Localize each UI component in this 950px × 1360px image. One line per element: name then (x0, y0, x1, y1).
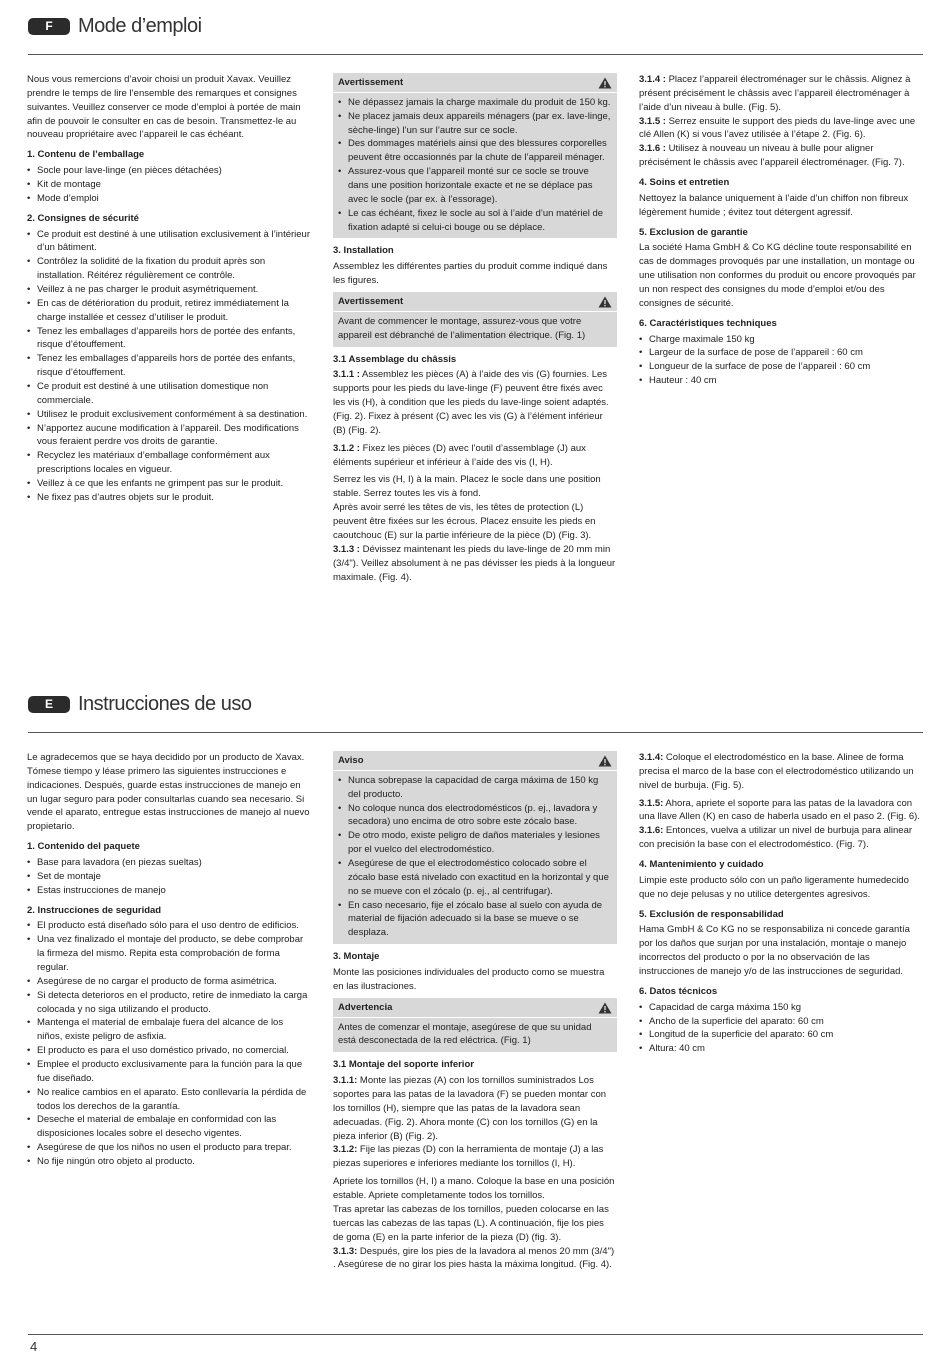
list-item: • Longueur de la surface de pose de l’appareil : 60 cm (639, 360, 925, 374)
column-2 (333, 751, 617, 1276)
step-3-1-5 (639, 797, 925, 825)
heading-assembly: 3.1 Montaje del soporte inferior (333, 1059, 474, 1071)
list-item: • En caso necesario, fije el zócalo base al suelo con ayuda de material de fijación adecuado si la base se mueve o se desplaza. (338, 899, 612, 941)
list-item: • Charge maximale 150 kg (639, 333, 925, 347)
step-number: 3.1.1: (333, 1075, 358, 1087)
warning-box (333, 292, 617, 347)
step-3-1-1 (333, 368, 617, 437)
list-item: • Ne placez jamais deux appareils ménagers (par ex. lave-linge, sèche-linge) l’un sur l’autre sur ce socle. (338, 110, 612, 138)
header-divider (28, 54, 923, 55)
step-3-1-1 (333, 1074, 617, 1143)
warning-header (333, 295, 617, 312)
list-item: • Capacidad de carga máxima 150 kg (639, 1001, 925, 1015)
list-item: • Mode d’emploi (27, 192, 310, 206)
column-2 (333, 73, 617, 588)
warning-box (333, 751, 617, 944)
warranty-text: Hama GmbH & Co KG no se responsabiliza ni concede garantía por los daños que surjan por una instalación, montaje o manejo incorrectos del producto o por la no observación de las instrucciones de manejo y/o de las instrucciones de seguridad. (639, 924, 910, 978)
step-3-1-3 (333, 1245, 617, 1273)
warning-triangle-icon (598, 755, 612, 767)
section-french (0, 0, 950, 660)
step-3-1-2 (333, 1143, 617, 1171)
step-number: 3.1.2 : (333, 442, 360, 454)
step-number: 3.1.4: (639, 752, 664, 763)
step-3-1-2 (333, 442, 617, 470)
warning-list (338, 96, 612, 235)
column-1 (27, 751, 310, 1173)
list-item: • No coloque nunca dos electrodomésticos (p. ej., lavadora y secadora) uno encima de otro sobre este zócalo base. (338, 802, 612, 830)
section-title: Mode d’emploi (78, 15, 202, 37)
heading-care: 4. Soins et entretien (639, 177, 730, 189)
step-text: Dévissez maintenant les pieds du lave-linge de 20 mm min (3/4"). Veillez absolument à ne pas dévisser les pieds à la longueur maximale. (Fig. 4). (333, 543, 616, 583)
header-divider (28, 732, 923, 733)
page-number: 4 (30, 1339, 38, 1354)
warning-triangle-icon (598, 77, 612, 89)
heading-installation: 3. Montaje (333, 951, 380, 963)
column-3 (639, 73, 925, 392)
step-number: 3.1.3 : (333, 543, 360, 555)
contents-list (27, 856, 310, 898)
step-text: Fije las piezas (D) con la herramienta de montaje (J) a las piezas superiores e inferiores mediante los tornillos (I, H). (333, 1144, 604, 1170)
list-item: • Asegúrese de que los niños no usen el producto para trepar. (27, 1141, 310, 1155)
list-item: • Assurez-vous que l’appareil monté sur ce socle se trouve dans une position horizontale exacte et ne se déplace pas avec le socle (par ex. à l’essorage). (338, 165, 612, 207)
list-item: • Asegúrese de que el electrodoméstico colocado sobre el zócalo base está nivelado con exactitud en la horizontal y que no se mueve con el zócalo (p. ej., al centrifugar). (338, 857, 612, 899)
warning-triangle-icon (598, 296, 612, 308)
step-number: 3.1.3: (333, 1245, 358, 1257)
care-text: Limpie este producto sólo con un paño ligeramente humedecido que no deje pelusas y no utilice detergentes agresivos. (639, 874, 909, 900)
caps-text: Tras apretar las cabezas de los tornillos, pueden colocarse en las tuercas las cabezas de las tapas (L). A continuación, fije los pies de goma (E) en la parte inferior de la pieza (D) (fig. 3). (333, 1203, 609, 1243)
step-3-1-3 (333, 543, 617, 585)
section-header (28, 690, 251, 719)
warning-text: Antes de comenzar el montaje, asegúrese de que su unidad está desconectada de la red eléctrica. (Fig. 1) (338, 1021, 592, 1047)
list-item: • Longitud de la superficie del aparato: 60 cm (639, 1028, 925, 1042)
heading-assembly: 3.1 Assemblage du châssis (333, 353, 457, 365)
step-3-1-6 (639, 142, 925, 170)
warning-title: Avertissement (338, 296, 404, 308)
step-text: Fixez les pièces (D) avec l’outil d’assemblage (J) aux éléments supérieur et inférieur à l’aide des vis (I, H). (333, 442, 586, 468)
step-3-1-6 (639, 824, 925, 852)
warning-list (338, 774, 612, 940)
step-text: Monte las piezas (A) con los tornillos suministrados Los soportes para las patas de la lavadora (F) se pueden montar con los tornillos (H), siempre que las patas de la lavadora sean adecuadas. (Fig. 2). Ahora monte (C) con los tornillos (G) en la pieza inferior (B) (Fig. 2). (333, 1075, 607, 1142)
list-item: • N’apportez aucune modification à l’appareil. Des modifications vous feraient perdre vos droits de garantie. (27, 422, 310, 450)
warning-title: Aviso (338, 755, 364, 766)
care-text: Nettoyez la balance uniquement à l’aide d’un chiffon non fibreux légèrement humide ; évitez tout détergent agressif. (639, 192, 909, 218)
step-text: Entonces, vuelva a utilizar un nivel de burbuja para alinear con precisión la base con el electrodoméstico. (Fig. 7). (639, 825, 913, 851)
step-3-1-5 (639, 115, 925, 143)
step-number: 3.1.6: (639, 825, 664, 837)
list-item: • Asegúrese de no cargar el producto de forma asimétrica. (27, 975, 310, 989)
warning-header (333, 76, 617, 93)
list-item: • Mantenga el material de embalaje fuera del alcance de los niños, existe peligro de asfixia. (27, 1016, 310, 1044)
list-item: • Socle pour lave-linge (en pièces détachées) (27, 164, 310, 178)
list-item: • Contrôlez la solidité de la fixation du produit après son installation. Réitérez régulièrement ce contrôle. (27, 255, 310, 283)
safety-list (27, 919, 310, 1168)
step-text: Assemblez les pièces (A) à l’aide des vis (G) fournies. Les supports pour les pieds du lave-linge (F) peuvent être fixés avec les vis (H), à condition que les pieds du lave-linge soient adaptés. (Fig. 2). Fixez à présent (C) avec les vis (G) à l’élément inférieur (B) (Fig. 2). (333, 369, 609, 436)
list-item: • Utilisez le produit exclusivement conformément à sa destination. (27, 408, 310, 422)
warning-header (333, 1001, 617, 1018)
step-text: Después, gire los pies de la lavadora al menos 20 mm (3/4") . Asegúrese de no girar los pies hasta la máxima longitud. (Fig. 4). (333, 1245, 615, 1271)
section-header (28, 12, 202, 41)
list-item: • Ancho de la superficie del aparato: 60 cm (639, 1015, 925, 1029)
step-3-1-4 (639, 73, 925, 115)
section-spanish (0, 678, 950, 1328)
specs-list (639, 333, 925, 388)
list-item: • Kit de montage (27, 178, 310, 192)
list-item: • No fije ningún otro objeto al producto. (27, 1155, 310, 1169)
installation-text: Monte las posiciones individuales del producto como se muestra en las ilustraciones. (333, 967, 605, 992)
heading-specs: 6. Caractéristiques techniques (639, 317, 777, 329)
list-item: • Des dommages matériels ainsi que des blessures corporelles peuvent être occasionnés par la chute de l’appareil ménager. (338, 137, 612, 165)
intro-text: Le agradecemos que se haya decidido por un producto de Xavax. Tómese tiempo y léase primero las siguientes instrucciones e indicaciones. Después, guarde estas instrucciones de manejo en un lugar seguro para poder consultarlas cuando sea necesario. Si vende el aparato, entregue estas instrucciones de manejo al nuevo propietario. (27, 752, 310, 833)
list-item: • Emplee el producto exclusivamente para la función para la que fue diseñado. (27, 1058, 310, 1086)
contents-list (27, 164, 310, 206)
warranty-text: La société Hama GmbH & Co KG décline toute responsabilité en cas de dommages provoqués par une installation, un montage ou une utilisation non conformes du produit ou encore provoqués par un non respect des consignes du mode d’emploi et/ou des consignes de sécurité. (639, 242, 916, 309)
list-item: • Hauteur : 40 cm (639, 374, 925, 388)
list-item: • Deseche el material de embalaje en conformidad con las disposiciones locales sobre el desecho vigentes. (27, 1113, 310, 1141)
step-number: 3.1.5 : (639, 115, 666, 127)
heading-specs: 6. Datos técnicos (639, 985, 718, 997)
step-text: Placez l’appareil électroménager sur le châssis. Alignez à présent précisément le châssis avec l’appareil électroménager à l’aide d’un niveau à bulle. (Fig. 5). (639, 74, 911, 113)
heading-warranty: 5. Exclusion de garantie (639, 226, 748, 238)
intro-text: Nous vous remercions d’avoir choisi un produit Xavax. Veuillez prendre le temps de lire l’ensemble des remarques et consignes suivantes. Veuillez conserver ce mode d’emploi à portée de main afin de pouvoir le consulter en cas de besoin. Transmettez-le au nouveau propriétaire avec l’appareil le cas échéant. (27, 74, 301, 141)
list-item: • El producto está diseñado sólo para el uso dentro de edificios. (27, 919, 310, 933)
warning-triangle-icon (598, 1002, 612, 1014)
list-item: • Una vez finalizado el montaje del producto, se debe comprobar la firmeza del mismo. Repita esta comprobación de forma regular. (27, 933, 310, 975)
step-text: Coloque el electrodoméstico en la base. Alinee de forma precisa el marco de la base con el electrodoméstico utilizando un nivel de burbuja. (Fig. 5). (639, 752, 914, 791)
list-item: • Altura: 40 cm (639, 1042, 925, 1056)
warning-text: Avant de commencer le montage, assurez-vous que votre appareil est débranché de l’alimentation électrique. (Fig. 1) (338, 315, 586, 341)
heading-installation: 3. Installation (333, 245, 394, 257)
heading-warranty: 5. Exclusión de responsabilidad (639, 908, 784, 920)
warning-header (333, 754, 617, 771)
list-item: • Veillez à ne pas charger le produit asymétriquement. (27, 283, 310, 297)
tighten-text: Apriete los tornillos (H, I) a mano. Coloque la base en una posición estable. Apriete completamente todos los tornillos. (333, 1176, 615, 1202)
list-item: • Tenez les emballages d’appareils hors de portée des enfants, risque d’étouffement. (27, 325, 310, 353)
specs-list (639, 1001, 925, 1056)
list-item: • Recyclez les matériaux d’emballage conformément aux prescriptions locales en vigueur. (27, 449, 310, 477)
caps-text: Après avoir serré les têtes de vis, les têtes de protection (L) peuvent être fixées sur les écrous. Placez ensuite les pieds en caoutchouc (E) sur la partie inférieure de la pièce (D) (Fig. 3). (333, 502, 596, 541)
language-badge: E (28, 696, 70, 713)
list-item: • El producto es para el uso doméstico privado, no comercial. (27, 1044, 310, 1058)
step-text: Serrez ensuite le support des pieds du lave-linge avec une clé Allen (K) si vous l’avez utilisée à l’étape 2. (Fig. 6). (639, 115, 916, 141)
list-item: • Largeur de la surface de pose de l’appareil : 60 cm (639, 346, 925, 360)
installation-text: Assemblez les différentes parties du produit comme indiqué dans les figures. (333, 261, 608, 287)
warning-title: Avertissement (338, 77, 404, 88)
list-item: • Veillez à ce que les enfants ne grimpent pas sur le produit. (27, 477, 310, 491)
column-1 (27, 73, 310, 509)
warning-box (333, 998, 617, 1053)
list-item: • De otro modo, existe peligro de daños materiales y lesiones por el vuelco del electrodoméstico. (338, 829, 612, 857)
step-3-1-4 (639, 751, 925, 793)
list-item: • Estas instrucciones de manejo (27, 884, 310, 898)
step-number: 3.1.2: (333, 1144, 358, 1156)
list-item: • Si detecta deterioros en el producto, retire de inmediato la carga colocada y no siga utilizando el producto. (27, 989, 310, 1017)
step-number: 3.1.5: (639, 797, 664, 809)
list-item: • Tenez les emballages d’appareils hors de portée des enfants, risque d’étouffement. (27, 352, 310, 380)
heading-safety: 2. Consignes de sécurité (27, 212, 139, 224)
list-item: • No realice cambios en el aparato. Esto conllevaría la pérdida de todos los derechos de la garantía. (27, 1086, 310, 1114)
heading-contents: 1. Contenido del paquete (27, 841, 140, 853)
footer-divider (28, 1334, 923, 1335)
step-number: 3.1.4 : (639, 74, 666, 85)
list-item: • Ne fixez pas d’autres objets sur le produit. (27, 491, 310, 505)
list-item: • Base para lavadora (en piezas sueltas) (27, 856, 310, 870)
tighten-text: Serrez les vis (H, I) à la main. Placez le socle dans une position stable. Serrez toutes les vis à fond. (333, 474, 601, 500)
list-item: • Le cas échéant, fixez le socle au sol à l’aide d’un matériel de fixation adapté si celui-ci bouge ou se déplace. (338, 207, 612, 235)
heading-care: 4. Mantenimiento y cuidado (639, 859, 764, 871)
list-item: • Ne dépassez jamais la charge maximale du produit de 150 kg. (338, 96, 612, 110)
warning-title: Advertencia (338, 1001, 393, 1013)
section-title: Instrucciones de uso (78, 693, 252, 715)
step-text: Ahora, apriete el soporte para las patas de la lavadora con una llave Allen (K) en caso de haberla usado en el paso 2. (Fig. 6). (639, 797, 920, 823)
heading-safety: 2. Instrucciones de seguridad (27, 904, 162, 916)
column-3 (639, 751, 925, 1060)
step-number: 3.1.6 : (639, 143, 666, 155)
safety-list (27, 228, 310, 505)
list-item: • Set de montaje (27, 870, 310, 884)
list-item: • Ce produit est destiné à une utilisation exclusivement à l’intérieur d’un bâtiment. (27, 228, 310, 256)
language-badge: F (28, 18, 70, 35)
list-item: • Ce produit est destiné à une utilisation domestique non commerciale. (27, 380, 310, 408)
list-item: • Nunca sobrepase la capacidad de carga máxima de 150 kg del producto. (338, 774, 612, 802)
step-number: 3.1.1 : (333, 369, 360, 381)
heading-contents: 1. Contenu de l’emballage (27, 149, 145, 161)
step-text: Utilisez à nouveau un niveau à bulle pour aligner précisément le châssis avec l’appareil électroménager. (Fig. 7). (639, 143, 905, 169)
list-item: • En cas de détérioration du produit, retirez immédiatement la charge installée et cessez d’utiliser le produit. (27, 297, 310, 325)
warning-box (333, 73, 617, 238)
